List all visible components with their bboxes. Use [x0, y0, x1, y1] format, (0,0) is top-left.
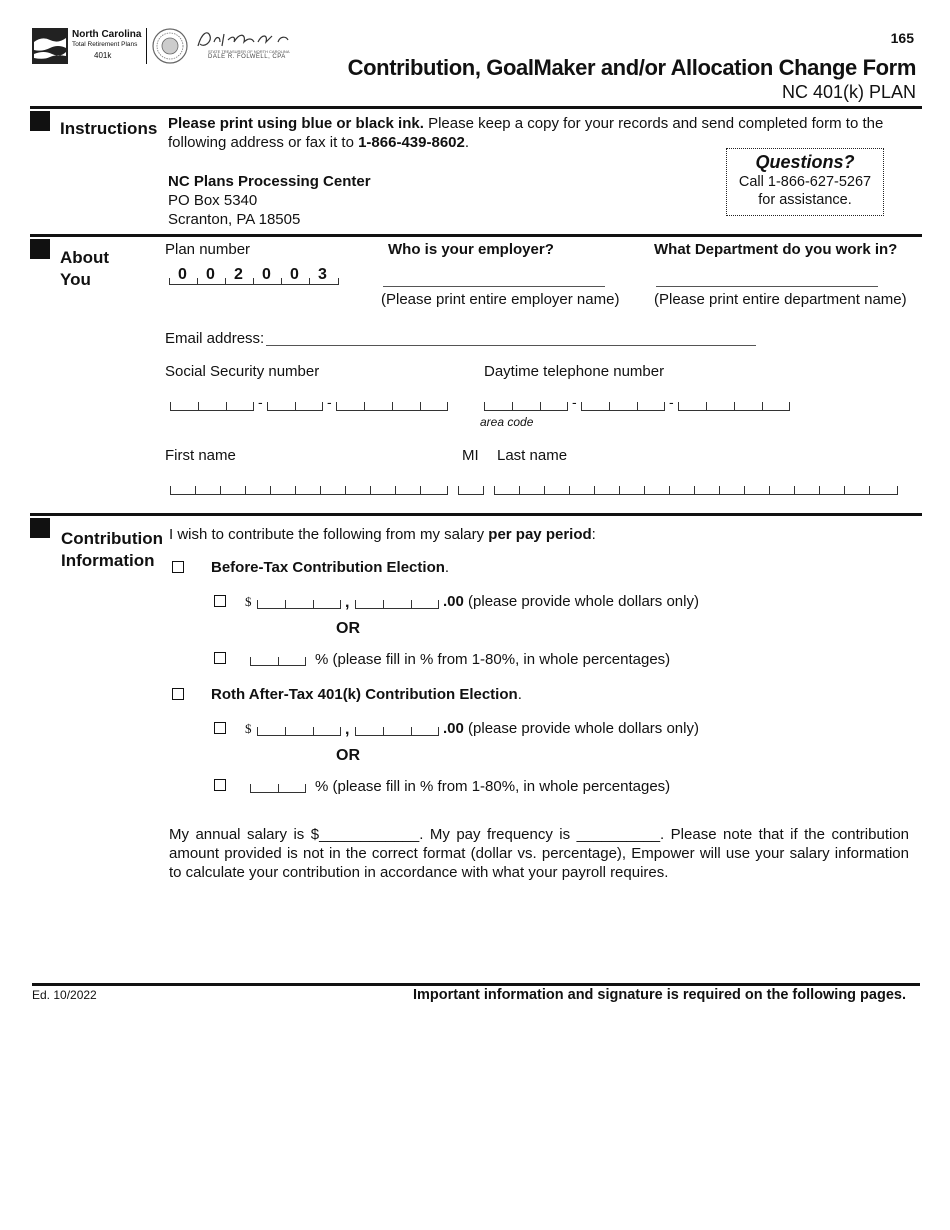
signature-caption2: DALE R. FOLWELL, CPA [208, 54, 286, 60]
phone-label: Daytime telephone number [484, 363, 665, 380]
signature-icon [194, 28, 294, 50]
comb-tick [411, 727, 412, 735]
email-label: Email address: [165, 330, 265, 347]
edition: Ed. 10/2022 [32, 988, 97, 1002]
comb-tick [569, 486, 570, 494]
section-rule [30, 234, 922, 237]
comb-tick [383, 600, 384, 608]
comb-tick [320, 486, 321, 494]
roth-dollar-input-units[interactable] [355, 723, 439, 736]
ssn-input-3[interactable] [336, 398, 448, 411]
logo-line1: North Carolina [72, 29, 142, 40]
ssn-label: Social Security number [165, 363, 320, 380]
comb-tick [744, 486, 745, 494]
comb-tick [619, 486, 620, 494]
comb-tick [250, 657, 251, 665]
logo-line3: 401k [94, 51, 112, 60]
comb-tick [844, 486, 845, 494]
comb-tick [250, 784, 251, 792]
employer-hint: (Please print entire employer name) [381, 291, 620, 308]
plan-digit: 3 [318, 266, 327, 283]
comb-tick [338, 278, 339, 284]
nc-logo-icon [32, 28, 68, 64]
section-rule [30, 513, 922, 516]
comb-tick [769, 486, 770, 494]
comb-tick [438, 727, 439, 735]
comb-tick [295, 486, 296, 494]
treasurer-signature [194, 28, 294, 64]
ssn-input-2[interactable] [267, 398, 323, 411]
section-marker [30, 111, 50, 131]
department-input[interactable] [656, 286, 878, 287]
comb-tick [285, 600, 286, 608]
phone-line-input[interactable] [678, 398, 790, 411]
ssn-input-1[interactable] [170, 398, 254, 411]
percent-hint: % (please fill in % from 1-80%, in whole percentages) [315, 651, 671, 668]
cents-label: .00 [443, 720, 464, 737]
comb-tick [395, 486, 396, 494]
comb-tick [669, 486, 670, 494]
comb-tick [706, 402, 707, 410]
salary-paragraph: My annual salary is $____________. My pay frequency is __________. Please note that if the contribution amount provided is not in the correct format (dollar vs. percentage), Empower will use your salary information to calculate your contribution in accordance with what your payroll requires. [169, 826, 909, 881]
contribution-intro [169, 526, 596, 543]
dollar-sign: $ [245, 721, 252, 736]
employer-label: Who is your employer? [388, 241, 554, 258]
before-tax-dollar-checkbox[interactable] [214, 595, 226, 607]
comb-tick [345, 486, 346, 494]
nc-logo [32, 28, 142, 64]
last-name-input[interactable] [494, 482, 898, 495]
instructions-heading: Instructions [60, 119, 158, 138]
comb-tick [220, 486, 221, 494]
comb-tick [458, 486, 459, 494]
header-rule [30, 106, 922, 109]
fax-number: 1-866-439-8602 [358, 134, 465, 151]
mi-input[interactable] [458, 482, 484, 495]
intro-bold: per pay period [488, 526, 592, 543]
plan-digit: 0 [290, 266, 299, 283]
comb-tick [678, 402, 679, 410]
comb-tick [278, 657, 279, 665]
comb-tick [594, 486, 595, 494]
comb-tick [285, 727, 286, 735]
comb-tick [483, 486, 484, 494]
roth-label-text: Roth After-Tax 401(k) Contribution Election [211, 686, 518, 703]
plan-digit: 0 [206, 266, 215, 283]
department-label: What Department do you work in? [654, 241, 898, 258]
address-name: NC Plans Processing Center [168, 173, 371, 190]
comb-tick [253, 402, 254, 410]
comb-tick [540, 402, 541, 410]
page-title: Contribution, GoalMaker and/or Allocation Change Form [347, 55, 916, 80]
phone-prefix-input[interactable] [581, 398, 665, 411]
comb-tick [544, 486, 545, 494]
contribution-heading-line2: Information [61, 551, 155, 570]
first-name-label: First name [165, 447, 236, 464]
comb-tick [392, 402, 393, 410]
comb-tick [869, 486, 870, 494]
department-hint: (Please print entire department name) [654, 291, 907, 308]
comb-tick [340, 600, 341, 608]
comb-tick [411, 600, 412, 608]
comb-tick [195, 486, 196, 494]
footer-rule [32, 983, 920, 986]
plan-number-label: Plan number [165, 241, 251, 258]
comb-tick [719, 486, 720, 494]
last-name-label: Last name [497, 447, 568, 464]
state-seal-icon [152, 28, 188, 64]
comb-tick [637, 402, 638, 410]
area-code-caption: area code [480, 415, 534, 429]
or-label: OR [336, 620, 360, 637]
intro-suffix: : [591, 526, 596, 543]
page-number: 165 [890, 30, 914, 46]
phone-dash: - [669, 394, 674, 410]
questions-line1: Call 1-866-627-5267 [738, 174, 872, 190]
address-line2: Scranton, PA 18505 [168, 211, 301, 228]
comb-tick [257, 727, 258, 735]
footer-notice: Important information and signature is required on the following pages. [412, 987, 906, 1003]
comb-tick [309, 278, 310, 284]
comb-tick [484, 402, 485, 410]
comb-tick [169, 278, 170, 284]
comb-tick [567, 402, 568, 410]
comb-tick [519, 486, 520, 494]
address-line1: PO Box 5340 [168, 192, 258, 209]
dollar-sign: $ [245, 594, 252, 609]
comb-tick [694, 486, 695, 494]
comb-tick [897, 486, 898, 494]
comb-tick [225, 278, 226, 284]
roth-dollar-checkbox[interactable] [214, 722, 226, 734]
about-heading-line1: About [60, 248, 110, 267]
comb-tick [322, 402, 323, 410]
comb-tick [794, 486, 795, 494]
signature-caption1: STATE TREASURER OF NORTH CAROLINA [208, 49, 290, 54]
plan-number-field [169, 268, 339, 285]
comb-tick [789, 402, 790, 410]
roth-label [211, 686, 522, 703]
comb-tick [438, 600, 439, 608]
comb-tick [313, 727, 314, 735]
comb-tick [170, 486, 171, 494]
page-subtitle: NC 401(k) PLAN [781, 82, 916, 102]
comb-tick [370, 486, 371, 494]
comb-tick [257, 600, 258, 608]
instructions-bold-intro: Please print using blue or black ink. [168, 115, 424, 132]
ssn-dash: - [327, 394, 332, 410]
plan-digit: 2 [234, 266, 243, 283]
roth-percent-checkbox[interactable] [214, 779, 226, 791]
before-tax-dollar-input-units[interactable] [355, 596, 439, 609]
mi-label: MI [462, 447, 479, 464]
roth-percent-input[interactable] [250, 780, 306, 793]
comb-tick [226, 402, 227, 410]
roth-dollar-input-thousands[interactable] [257, 723, 341, 736]
comb-tick [281, 278, 282, 284]
about-heading-line2: You [60, 270, 91, 289]
roth-checkbox[interactable] [172, 688, 184, 700]
comb-tick [313, 600, 314, 608]
phone-area-input[interactable] [484, 398, 568, 411]
comb-tick [295, 402, 296, 410]
intro-prefix: I wish to contribute the following from my salary [169, 526, 489, 543]
instructions-period: . [464, 134, 470, 151]
comb-tick [494, 486, 495, 494]
comb-tick [170, 402, 171, 410]
ssn-dash: - [258, 394, 263, 410]
phone-dash: - [572, 394, 577, 410]
comb-tick [644, 486, 645, 494]
comb-tick [383, 727, 384, 735]
comb-tick [734, 402, 735, 410]
questions-box [726, 148, 884, 216]
label-period: . [517, 686, 522, 703]
before-tax-checkbox[interactable] [172, 561, 184, 573]
instructions-text [168, 114, 920, 152]
dollar-hint: (please provide whole dollars only) [463, 720, 699, 737]
comb-tick [762, 402, 763, 410]
comb-tick [336, 402, 337, 410]
plan-digit: 0 [178, 266, 187, 283]
dollar-hint-line [443, 720, 699, 737]
comb-tick [355, 727, 356, 735]
before-tax-label [211, 559, 449, 576]
comb-tick [197, 278, 198, 284]
comb-tick [819, 486, 820, 494]
comb-tick [609, 402, 610, 410]
before-tax-percent-checkbox[interactable] [214, 652, 226, 664]
contribution-heading-line1: Contribution [61, 529, 163, 548]
logo-divider [146, 28, 147, 64]
comma: , [345, 721, 350, 738]
comb-tick [270, 486, 271, 494]
comb-tick [512, 402, 513, 410]
dollar-hint-line [443, 593, 699, 610]
logo-line2: Total Retirement Plans [72, 41, 138, 48]
comb-tick [581, 402, 582, 410]
comb-tick [278, 784, 279, 792]
instructions-body: Please keep a copy for your records and send completed form to the following address or fax it to [168, 115, 884, 151]
section-marker [30, 239, 50, 259]
email-input[interactable] [266, 345, 756, 346]
comb-tick [245, 486, 246, 494]
comb-tick [340, 727, 341, 735]
label-period: . [444, 559, 450, 576]
questions-title: Questions? [755, 152, 855, 172]
comb-tick [305, 657, 306, 665]
comb-tick [253, 278, 254, 284]
comb-tick [447, 402, 448, 410]
before-tax-label-text: Before-Tax Contribution Election [211, 559, 445, 576]
cents-label: .00 [443, 593, 464, 610]
dollar-hint: (please provide whole dollars only) [463, 593, 699, 610]
comb-tick [420, 486, 421, 494]
comb-tick [267, 402, 268, 410]
or-label: OR [336, 747, 360, 764]
comb-tick [305, 784, 306, 792]
percent-hint: % (please fill in % from 1-80%, in whole percentages) [315, 778, 671, 795]
comb-tick [364, 402, 365, 410]
comb-tick [420, 402, 421, 410]
before-tax-dollar-input-thousands[interactable] [257, 596, 341, 609]
comb-tick [198, 402, 199, 410]
comb-tick [664, 402, 665, 410]
first-name-input[interactable] [170, 482, 448, 495]
before-tax-percent-input[interactable] [250, 653, 306, 666]
plan-digit: 0 [262, 266, 271, 283]
questions-line2: for assistance. [758, 192, 852, 208]
comb-tick [447, 486, 448, 494]
employer-input[interactable] [383, 286, 605, 287]
comb-tick [355, 600, 356, 608]
comma: , [345, 594, 350, 611]
section-marker [30, 518, 50, 538]
